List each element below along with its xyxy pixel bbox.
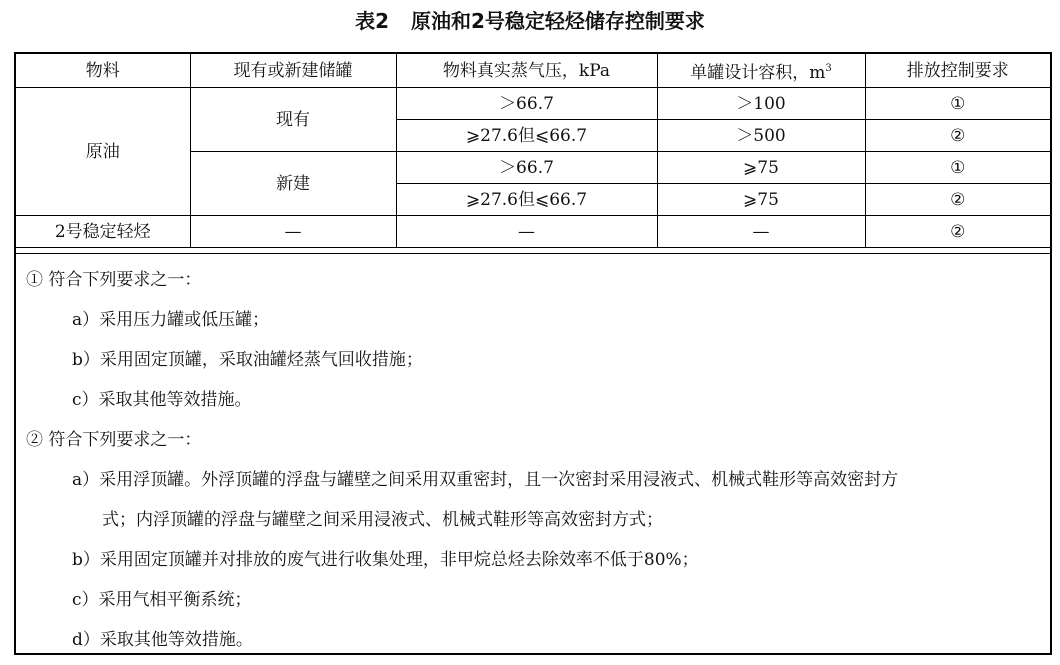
cell-pressure-dash: — (396, 216, 657, 248)
cell-volume: ⩾75 (657, 184, 865, 216)
header-tank-type: 现有或新建储罐 (190, 54, 396, 88)
cell-requirement: ① (865, 152, 1050, 184)
cell-requirement: ① (865, 88, 1050, 120)
note-2-heading: ② 符合下列要求之一： (26, 430, 202, 450)
table-number: 表2 (355, 9, 389, 33)
note-2-item-a-continued: 式；内浮顶罐的浮盘与罐壁之间采用浸液式、机械式鞋形等高效密封方式； (102, 510, 663, 530)
table-frame (14, 52, 1052, 655)
table-row (16, 88, 1050, 120)
storage-control-table (16, 54, 1050, 248)
header-volume (657, 54, 865, 88)
cell-requirement: ② (865, 184, 1050, 216)
header-material: 物料 (16, 54, 190, 88)
header-vapor-pressure: 物料真实蒸气压，kPa (396, 54, 657, 88)
note-2-item-a: a）采用浮顶罐。外浮顶罐的浮盘与罐壁之间采用双重密封，且一次密封采用浸液式、机械式鞋形等高效密封方 (72, 470, 899, 490)
table-title (0, 6, 1060, 36)
table-title-text: 原油和2号稳定轻烃储存控制要求 (411, 9, 705, 33)
cell-volume: ＞500 (657, 120, 865, 152)
cell-volume: ⩾75 (657, 152, 865, 184)
cell-requirement: ② (865, 120, 1050, 152)
cell-pressure: ⩾27.6但⩽66.7 (396, 120, 657, 152)
cell-requirement: ② (865, 216, 1050, 248)
note-2-item-b: b）采用固定顶罐并对排放的废气进行收集处理，非甲烷总烃去除效率不低于80%； (72, 550, 699, 570)
cell-crude-oil: 原油 (16, 88, 190, 216)
cell-volume: ＞100 (657, 88, 865, 120)
cell-existing: 现有 (190, 88, 396, 152)
note-1-item-c: c）采取其他等效措施。 (72, 390, 252, 410)
note-2-item-c: c）采用气相平衡系统； (72, 590, 252, 610)
note-1-item-b: b）采用固定顶罐，采取油罐烃蒸气回收措施； (72, 350, 423, 370)
header-row (16, 54, 1050, 88)
note-2-item-d: d）采取其他等效措施。 (72, 630, 253, 650)
note-1-heading: ① 符合下列要求之一： (26, 270, 202, 290)
cell-pressure: ⩾27.6但⩽66.7 (396, 184, 657, 216)
cell-volume-dash: — (657, 216, 865, 248)
header-volume-sup: 3 (825, 62, 832, 74)
header-requirement: 排放控制要求 (865, 54, 1050, 88)
notes-section (16, 253, 1050, 650)
cell-new: 新建 (190, 152, 396, 216)
note-1-item-a: a）采用压力罐或低压罐； (72, 310, 270, 330)
cell-pressure: ＞66.7 (396, 152, 657, 184)
header-volume-text: 单罐设计容积，m (690, 62, 826, 83)
table-row (16, 216, 1050, 248)
cell-light-hydrocarbon: 2号稳定轻烃 (16, 216, 190, 248)
cell-pressure: ＞66.7 (396, 88, 657, 120)
cell-tank-type-dash: — (190, 216, 396, 248)
